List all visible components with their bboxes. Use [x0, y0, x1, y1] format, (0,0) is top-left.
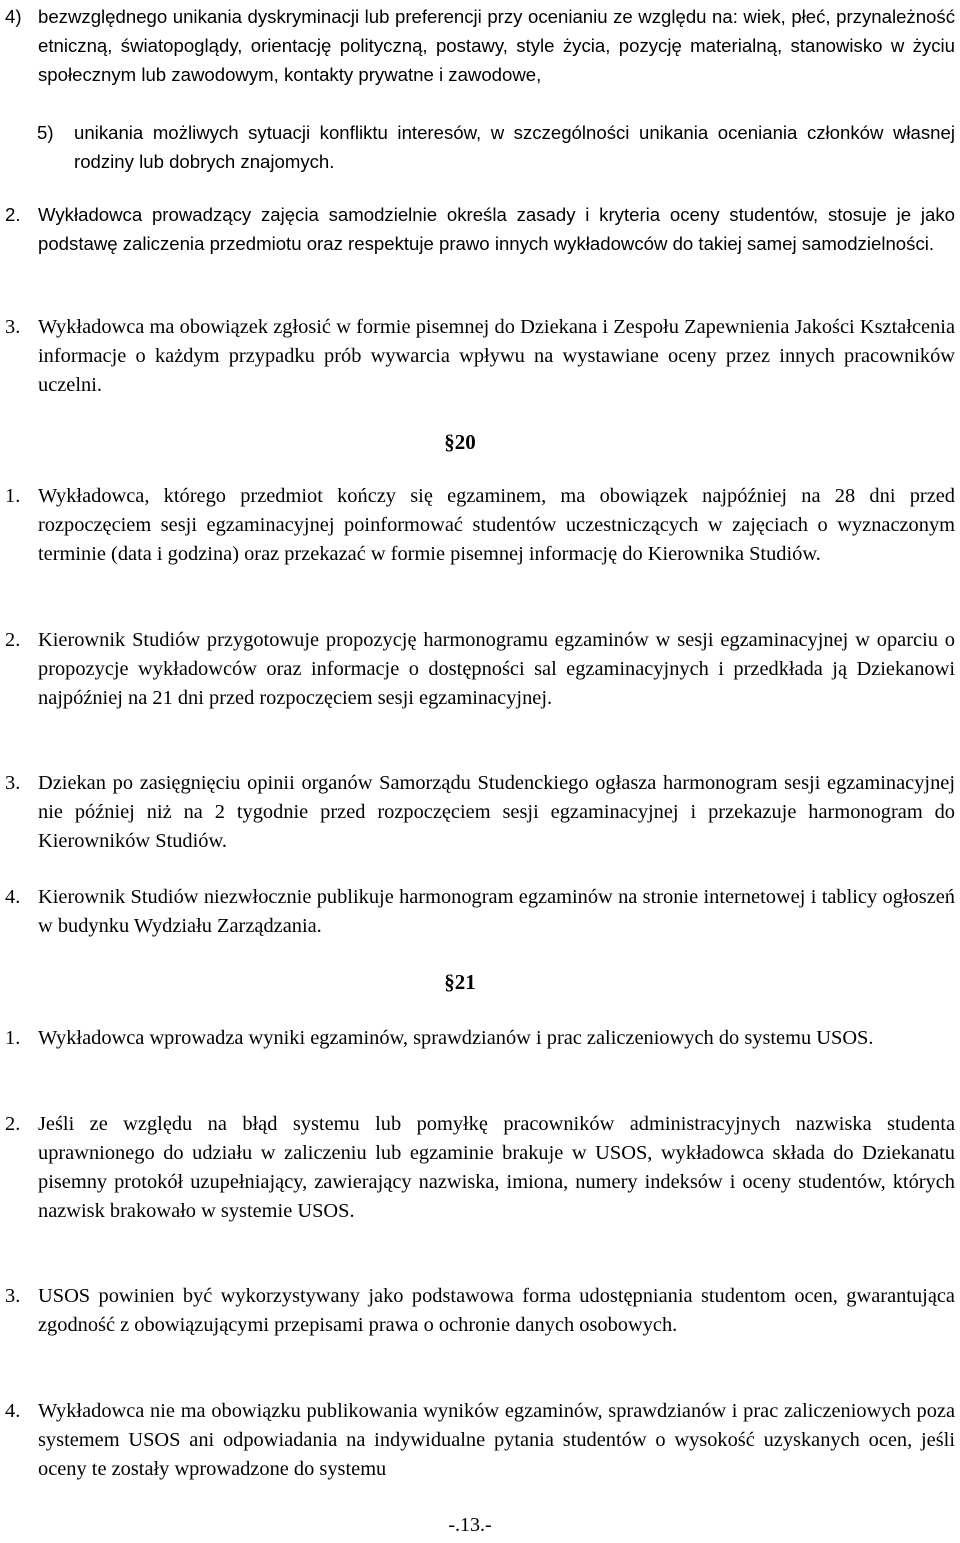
list-item-text: unikania możliwych sytuacji konfliktu interesów, w szczególności unikania oceniania członków własnej rodziny lub dobrych znajomych.	[74, 122, 955, 172]
paragraph-number: 1.	[5, 1027, 21, 1049]
list-item-number: 4)	[5, 6, 22, 27]
paragraph-number: 4.	[5, 1400, 21, 1422]
paragraph-text: Dziekan po zasięgnięciu opinii organów Samorządu Studenckiego ogłasza harmonogram sesji egzaminacyjnej nie później niż na 2 tygodnie przed rozpoczęciem sesji egzaminacyjnej i przekazuje harmonogram do Kierowników Studiów.	[38, 772, 955, 852]
paragraph-text: Wykładowca, którego przedmiot kończy się egzaminem, ma obowiązek najpóźniej na 28 dni przed rozpoczęciem sesji egzaminacyjnej poinformować studentów uczestniczących w zajęciach o wyznaczonym terminie (data i godzina) oraz przekazać w formie pisemnej informację do Kierownika Studiów.	[38, 485, 955, 565]
paragraph-number: 2.	[5, 1113, 21, 1135]
paragraph-2	[5, 200, 955, 258]
list-item-5	[37, 118, 955, 176]
paragraph-number: 3.	[5, 316, 21, 338]
paragraph-number: 2.	[5, 629, 21, 651]
section20-paragraph-2	[5, 626, 955, 713]
paragraph-text: USOS powinien być wykorzystywany jako podstawowa forma udostępniania studentom ocen, gwarantująca zgodność z obowiązującymi przepisami prawa o ochronie danych osobowych.	[38, 1285, 955, 1336]
section21-paragraph-3	[5, 1282, 955, 1340]
paragraph-text: Kierownik Studiów niezwłocznie publikuje harmonogram egzaminów na stronie internetowej i tablicy ogłoszeń w budynku Wydziału Zarządzania.	[38, 886, 955, 937]
list-item-number: 5)	[37, 122, 54, 143]
section20-paragraph-4	[5, 883, 955, 941]
paragraph-text: Wykładowca ma obowiązek zgłosić w formie pisemnej do Dziekana i Zespołu Zapewnienia Jakości Kształcenia informacje o każdym przypadku prób wywarcia wpływu na wystawiane oceny przez innych pracowników uczelni.	[38, 316, 955, 396]
list-item-4	[5, 2, 955, 89]
paragraph-number: 4.	[5, 886, 21, 908]
page-number: -.13.-	[448, 1514, 492, 1536]
paragraph-number: 3.	[5, 1285, 21, 1307]
paragraph-text: Kierownik Studiów przygotowuje propozycję harmonogramu egzaminów w sesji egzaminacyjnej w oparciu o propozycje wykładowców oraz informacje o dostępności sal egzaminacyjnych i przedkłada ją Dziekanowi najpóźniej na 21 dni przed rozpoczęciem sesji egzaminacyjnej.	[38, 629, 955, 709]
section21-paragraph-2	[5, 1110, 955, 1226]
list-item-text: bezwzględnego unikania dyskryminacji lub preferencji przy ocenianiu ze względu na: wiek, płeć, przynależność etniczną, światopoglądy, orientację polityczną, postawy, style życia, pozycję materialną, stanowisko w życiu społecznym lub zawodowym, kontakty prywatne i zawodowe,	[38, 6, 955, 85]
section-heading-20: §20	[444, 430, 476, 454]
section-heading-21: §21	[444, 970, 476, 994]
paragraph-number: 3.	[5, 772, 21, 794]
paragraph-3	[5, 313, 955, 400]
section21-paragraph-1	[5, 1024, 955, 1053]
paragraph-text: Wykładowca wprowadza wyniki egzaminów, sprawdzianów i prac zaliczeniowych do systemu USOS.	[38, 1027, 874, 1049]
section21-paragraph-4	[5, 1397, 955, 1484]
paragraph-text: Jeśli ze względu na błąd systemu lub pomyłkę pracowników administracyjnych nazwiska studenta uprawnionego do udziału w zaliczeniu lub egzaminie brakuje w USOS, wykładowca składa do Dziekanatu pisemny protokół uzupełniający, zawierający nazwiska, imiona, numery indeksów i oceny studentów, których nazwisk brakowało w systemie USOS.	[38, 1113, 955, 1222]
section20-paragraph-1	[5, 482, 955, 569]
paragraph-number: 2.	[5, 204, 21, 225]
section20-paragraph-3	[5, 769, 955, 856]
paragraph-number: 1.	[5, 485, 21, 507]
paragraph-text: Wykładowca nie ma obowiązku publikowania wyników egzaminów, sprawdzianów i prac zaliczeniowych poza systemem USOS ani odpowiadania na indywidualne pytania studentów o wysokość uzyskanych ocen, jeśli oceny te zostały wprowadzone do systemu	[38, 1400, 955, 1480]
paragraph-text: Wykładowca prowadzący zajęcia samodzielnie określa zasady i kryteria oceny studentów, stosuje je jako podstawę zaliczenia przedmiotu oraz respektuje prawo innych wykładowców do takiej samej samodzielności.	[38, 204, 955, 254]
